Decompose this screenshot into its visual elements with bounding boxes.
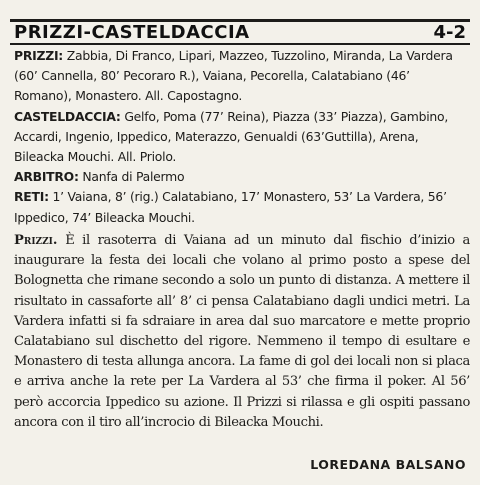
home-lineup: [14, 46, 470, 107]
referee-line: [14, 167, 470, 187]
home-lineup-text: Zabbia, Di Franco, Lipari, Mazzeo, Tuzzolino, Miranda, La Vardera (60’ Cannella, 80’ Pecoraro R.), Vaiana, Pecorella, Calatabiano (46’ Romano), Monastero. All. Capostagno.: [14, 48, 453, 104]
article-body: [14, 231, 470, 433]
away-lineup: [14, 107, 470, 168]
away-lineup-text: Gelfo, Poma (77’ Reina), Piazza (33’ Piazza), Gambino, Accardi, Ingenio, Ippedico, Materazzo, Genualdi (63’Guttilla), Arena, Bileacka Mouchi. All. Priolo.: [14, 108, 449, 165]
goals-label: RETI:: [14, 189, 49, 205]
header-rule-bottom: [10, 43, 470, 45]
goals-line: [14, 187, 470, 227]
match-score: 4-2: [433, 22, 466, 43]
referee-text: Nanfa di Palermo: [82, 169, 185, 185]
away-team-label: CASTELDACCIA:: [14, 108, 121, 124]
article-text: È il rasoterra di Vaiana ad un minuto dal fischio d’inizio a inaugurare la festa dei locali che volano al primo posto a spese del Bolognetta che rimane secondo a solo un punto di distanza. A mettere il risultato in cassaforte all’ 8’ ci pensa Calatabiano dagli undici metri. La Vardera infatti si fa sdraiare in area dal suo marcatore e mette proprio Calatabiano sul dischetto del rigore. Nemmeno il tempo di esultare e Monastero di testa allunga ancora. La fame di gol dei locali non si placa e arriva anche la rete per La Vardera al 53’ che firma il poker. Al 56’ però accorcia Ippedico su azione. Il Prizzi si rilassa e gli ospiti passano ancora con il tiro all’incrocio di Bileacka Mouchi.: [14, 233, 470, 430]
match-title: PRIZZI-CASTELDACCIA: [14, 22, 250, 43]
referee-label: ARBITRO:: [14, 169, 79, 185]
article-author: LOREDANA BALSANO: [310, 457, 466, 472]
match-details: [14, 46, 470, 228]
article-lead: Prizzi.: [14, 233, 58, 248]
goals-text: 1’ Vaiana, 8’ (rig.) Calatabiano, 17’ Monastero, 53’ La Vardera, 56’ Ippedico, 74’ Bileacka Mouchi.: [14, 189, 447, 225]
article-paragraph: [14, 231, 470, 433]
home-team-label: PRIZZI:: [14, 48, 64, 63]
